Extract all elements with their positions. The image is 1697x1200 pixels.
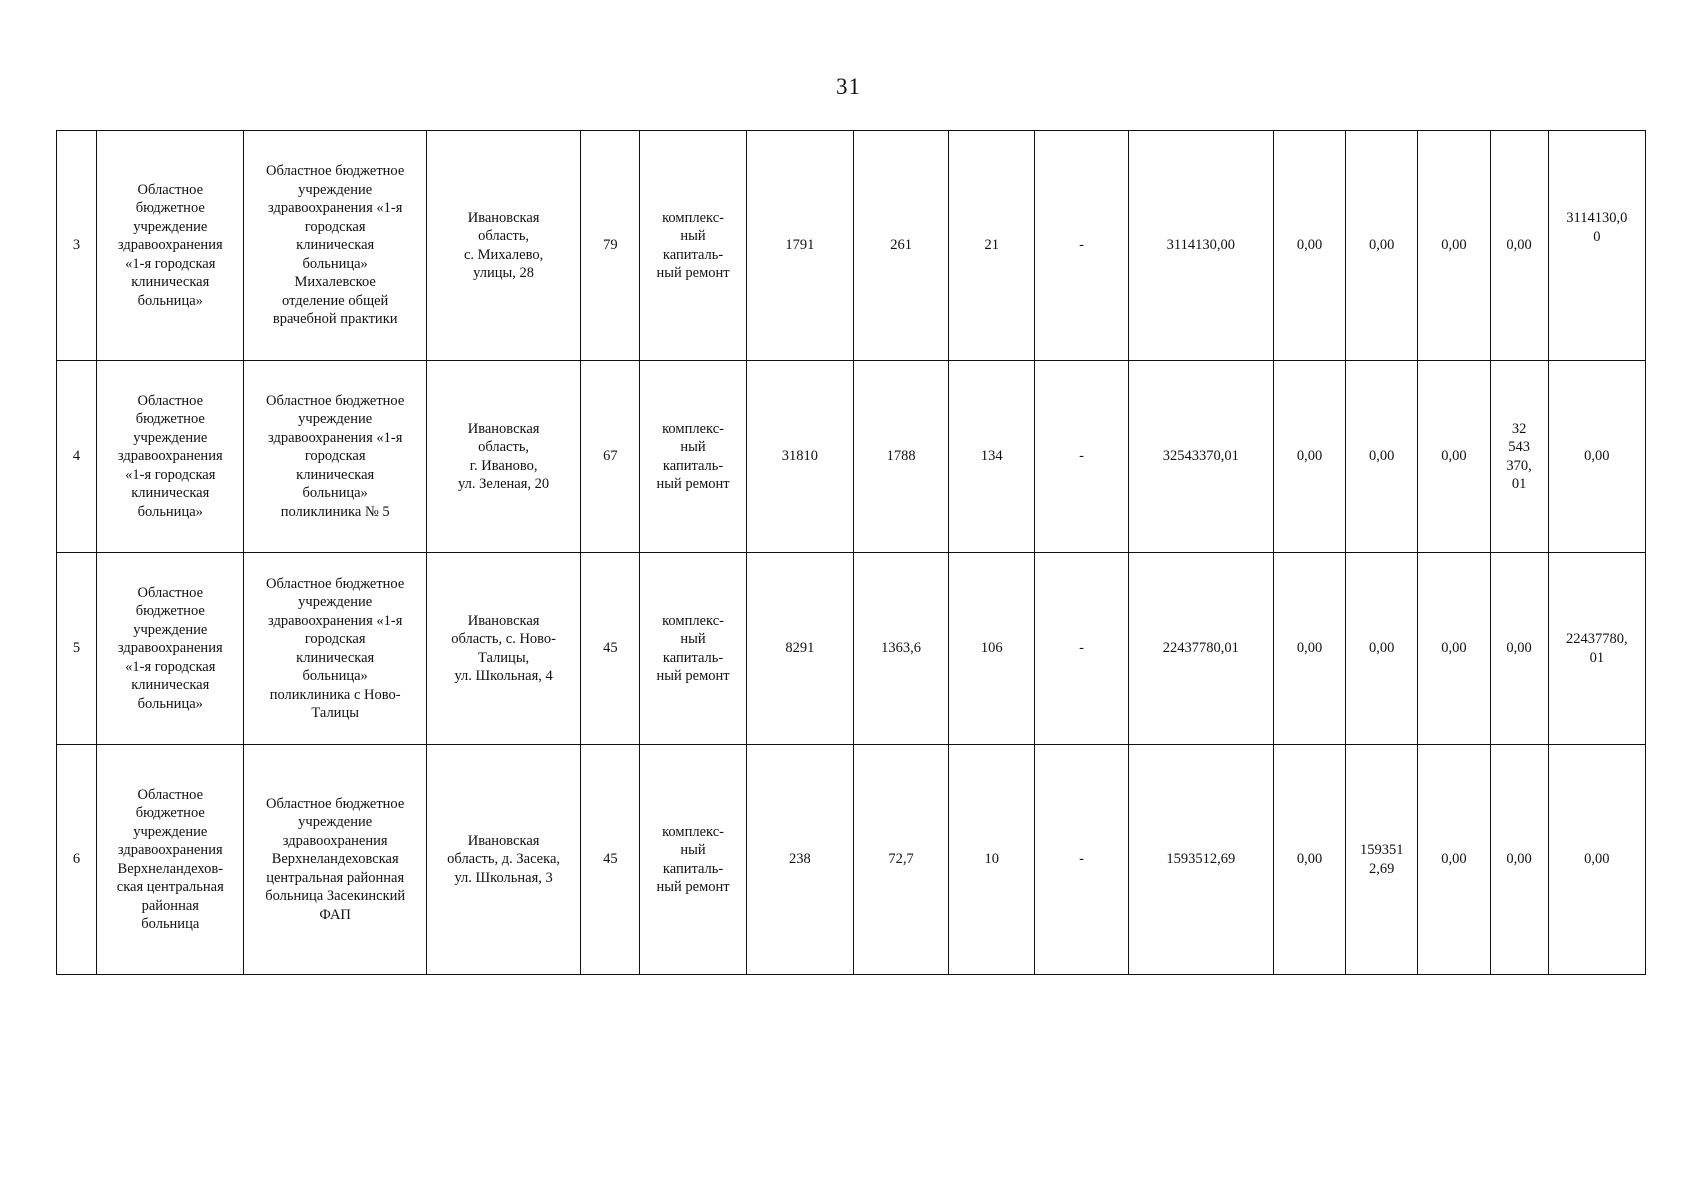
total-cell: 1593512,69 — [1128, 745, 1273, 975]
row-number: 5 — [57, 553, 97, 745]
object-cell: Областное бюджетное учреждение здравоохранения Верхнеландеховская центральная районная больница Засекинский ФАП — [244, 745, 426, 975]
total-cell: 3114130,00 — [1128, 131, 1273, 361]
row-number: 6 — [57, 745, 97, 975]
amount-cell: 0,00 — [1273, 745, 1345, 975]
amount-cell: 0,00 — [1418, 745, 1490, 975]
amount-cell: 0,00 — [1273, 131, 1345, 361]
amount-cell: 159351 2,69 — [1346, 745, 1418, 975]
object-cell: Областное бюджетное учреждение здравоохранения «1-я городская клиническая больница» поликлиника с Ново- Талицы — [244, 553, 426, 745]
address-cell: Ивановская область, г. Иваново, ул. Зеленая, 20 — [426, 361, 580, 553]
amount-cell: 0,00 — [1346, 553, 1418, 745]
year-cell: 45 — [581, 553, 640, 745]
work-type-cell: комплекс- ный капиталь- ный ремонт — [640, 361, 746, 553]
owner-cell: Областное бюджетное учреждение здравоохранения «1-я городская клиническая больница» — [97, 553, 244, 745]
owner-cell: Областное бюджетное учреждение здравоохранения «1-я городская клиническая больница» — [97, 361, 244, 553]
table-row — [57, 553, 1646, 745]
capacity-cell: 1363,6 — [853, 553, 948, 745]
work-type-cell: комплекс- ный капиталь- ный ремонт — [640, 131, 746, 361]
dash-cell: - — [1035, 131, 1128, 361]
employees-cell: 106 — [949, 553, 1035, 745]
amount-cell: 0,00 — [1418, 131, 1490, 361]
address-cell: Ивановская область, с. Ново- Талицы, ул. Школьная, 4 — [426, 553, 580, 745]
work-type-cell: комплекс- ный капиталь- ный ремонт — [640, 553, 746, 745]
amount-cell: 0,00 — [1548, 745, 1645, 975]
row-number: 4 — [57, 361, 97, 553]
table-row — [57, 745, 1646, 975]
total-cell: 22437780,01 — [1128, 553, 1273, 745]
amount-cell: 0,00 — [1548, 361, 1645, 553]
dash-cell: - — [1035, 361, 1128, 553]
amount-cell: 0,00 — [1490, 553, 1548, 745]
owner-cell: Областное бюджетное учреждение здравоохранения Верхнеландехов- ская центральная районная больница — [97, 745, 244, 975]
area-cell: 31810 — [746, 361, 853, 553]
work-type-cell: комплекс- ный капиталь- ный ремонт — [640, 745, 746, 975]
area-cell: 238 — [746, 745, 853, 975]
amount-cell: 0,00 — [1490, 745, 1548, 975]
dash-cell: - — [1035, 553, 1128, 745]
area-cell: 1791 — [746, 131, 853, 361]
capacity-cell: 1788 — [853, 361, 948, 553]
address-cell: Ивановская область, с. Михалево, улицы, 28 — [426, 131, 580, 361]
capacity-cell: 72,7 — [853, 745, 948, 975]
table-row — [57, 361, 1646, 553]
capital-repair-table — [56, 130, 1646, 975]
employees-cell: 10 — [949, 745, 1035, 975]
table-row — [57, 131, 1646, 361]
amount-cell: 0,00 — [1418, 553, 1490, 745]
area-cell: 8291 — [746, 553, 853, 745]
employees-cell: 134 — [949, 361, 1035, 553]
owner-cell: Областное бюджетное учреждение здравоохранения «1-я городская клиническая больница» — [97, 131, 244, 361]
year-cell: 67 — [581, 361, 640, 553]
row-number: 3 — [57, 131, 97, 361]
amount-cell: 0,00 — [1273, 361, 1345, 553]
amount-cell: 0,00 — [1346, 361, 1418, 553]
total-cell: 32543370,01 — [1128, 361, 1273, 553]
capacity-cell: 261 — [853, 131, 948, 361]
address-cell: Ивановская область, д. Засека, ул. Школьная, 3 — [426, 745, 580, 975]
dash-cell: - — [1035, 745, 1128, 975]
year-cell: 79 — [581, 131, 640, 361]
year-cell: 45 — [581, 745, 640, 975]
object-cell: Областное бюджетное учреждение здравоохранения «1-я городская клиническая больница» поликлиника № 5 — [244, 361, 426, 553]
object-cell: Областное бюджетное учреждение здравоохранения «1-я городская клиническая больница» Михалевское отделение общей врачебной практики — [244, 131, 426, 361]
amount-cell: 22437780, 01 — [1548, 553, 1645, 745]
amount-cell: 0,00 — [1418, 361, 1490, 553]
amount-cell: 0,00 — [1273, 553, 1345, 745]
amount-cell: 0,00 — [1490, 131, 1548, 361]
amount-cell: 0,00 — [1346, 131, 1418, 361]
amount-cell: 32 543 370, 01 — [1490, 361, 1548, 553]
employees-cell: 21 — [949, 131, 1035, 361]
page-number: 31 — [836, 74, 861, 99]
amount-cell: 3114130,0 0 — [1548, 131, 1645, 361]
